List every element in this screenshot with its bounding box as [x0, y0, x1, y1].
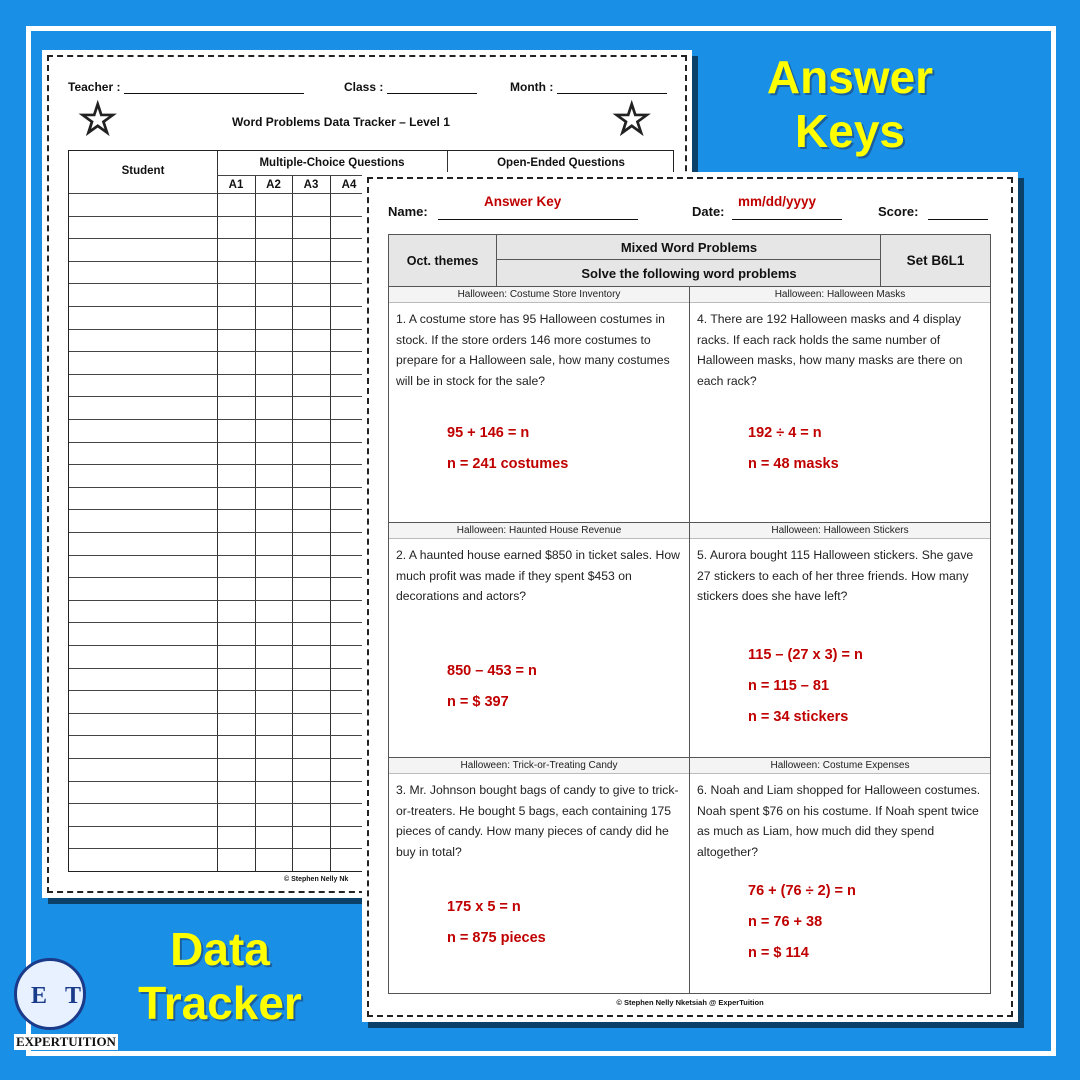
- class-label: Class :: [344, 80, 384, 94]
- student-header: Student: [121, 165, 165, 177]
- answer-key-sheet: [362, 172, 1018, 1022]
- column-header: A4: [341, 179, 357, 191]
- answer-line: n = $ 114: [748, 945, 809, 961]
- name-value: Answer Key: [484, 194, 562, 209]
- theme-label: Oct. themes: [389, 235, 497, 286]
- answer-line: 95 + 146 = n: [447, 425, 530, 441]
- answer-key-footer: © Stephen Nelly Nketsiah @ ExperTuition: [616, 998, 764, 1007]
- logo-letters: ET: [31, 983, 100, 1009]
- answer-line: n = 34 stickers: [748, 709, 849, 725]
- problem-title: Halloween: Costume Expenses: [690, 758, 990, 774]
- worksheet-title: Mixed Word Problems: [497, 235, 881, 260]
- answer-line: n = 76 + 38: [748, 914, 823, 930]
- problem-cell: [389, 523, 689, 758]
- answer-line: 850 – 453 = n: [447, 663, 537, 679]
- month-field: [510, 80, 667, 94]
- mc-header: Multiple-Choice Questions: [259, 157, 405, 169]
- set-label: Set B6L1: [906, 253, 965, 268]
- problem-question: 2. A haunted house earned $850 in ticket sales. How much profit was made if they spent $453 on decorations and actors?: [396, 548, 680, 603]
- date-field: [692, 194, 817, 219]
- data-tracker-line1: Data: [170, 923, 270, 975]
- answer-line: 192 ÷ 4 = n: [748, 425, 822, 441]
- score-field: [878, 204, 918, 219]
- column-header: A3: [303, 179, 319, 191]
- name-field: [388, 194, 562, 219]
- answer-line: 175 x 5 = n: [447, 899, 521, 915]
- problem-question: 3. Mr. Johnson bought bags of candy to give to trick-or-treaters. He bought 5 bags, each containing 175 pieces of candy. How many pieces of candy did he buy in total?: [396, 783, 679, 859]
- answer-line: n = 241 costumes: [447, 456, 569, 472]
- teacher-field: [68, 80, 304, 94]
- date-value: mm/dd/yyyy: [738, 194, 817, 209]
- problems-table: [388, 234, 991, 994]
- logo-emblem-icon: [14, 958, 100, 1030]
- problem-title: Halloween: Halloween Stickers: [690, 523, 990, 539]
- problem-cell: [389, 287, 689, 522]
- score-label: Score:: [878, 204, 919, 219]
- problem-question: 5. Aurora bought 115 Halloween stickers. She gave 27 stickers to each of her three friends. How many stickers does she have left?: [697, 548, 974, 603]
- star-icon: ☆: [78, 95, 118, 144]
- column-header: A2: [266, 179, 281, 191]
- teacher-label: Teacher :: [68, 80, 121, 94]
- problem-title: Halloween: Haunted House Revenue: [389, 523, 689, 539]
- problem-cell: [690, 287, 990, 522]
- class-field: [344, 80, 477, 94]
- problems-header: [389, 235, 990, 287]
- problem-question: 4. There are 192 Halloween masks and 4 display racks. If each rack holds the same number of Halloween masks, how many masks are there on each rack?: [697, 312, 963, 388]
- open-header: Open-Ended Questions: [497, 157, 625, 169]
- answer-keys-label: [740, 50, 960, 158]
- answer-keys-line2: Keys: [795, 105, 905, 157]
- column-header: A1: [228, 179, 244, 191]
- month-label: Month :: [510, 80, 554, 94]
- problem-cell: [389, 758, 689, 993]
- problem-title: Halloween: Costume Store Inventory: [389, 287, 689, 303]
- problem-cell: [690, 758, 990, 993]
- tracker-footer: © Stephen Nelly Nk: [284, 876, 349, 883]
- star-icon: ☆: [612, 95, 652, 144]
- problem-cell: [690, 523, 990, 758]
- answer-line: n = 875 pieces: [447, 930, 546, 946]
- problem-title: Halloween: Trick-or-Treating Candy: [389, 758, 689, 774]
- problem-title: Halloween: Halloween Masks: [690, 287, 990, 303]
- expertuition-logo: [10, 958, 116, 1058]
- answer-line: 76 + (76 ÷ 2) = n: [748, 883, 856, 899]
- answer-line: n = $ 397: [447, 694, 509, 710]
- data-tracker-line2: Tracker: [138, 977, 302, 1029]
- answer-keys-line1: Answer: [766, 51, 934, 103]
- worksheet-instructions: Solve the following word problems: [581, 266, 797, 281]
- name-label: Name:: [388, 204, 428, 219]
- logo-wordmark: EXPERTUITION: [16, 1034, 116, 1049]
- answer-line: n = 115 – 81: [748, 678, 830, 694]
- problem-question: 1. A costume store has 95 Halloween costumes in stock. If the store orders 146 more costumes to prepare for a Halloween sale, how many costumes will be in stock for the sale?: [396, 312, 670, 388]
- answer-line: 115 – (27 x 3) = n: [748, 647, 863, 663]
- problem-question: 6. Noah and Liam shopped for Halloween costumes. Noah spent $76 on his costume. If Noah spent twice as much as Liam, how much did they spend altogether?: [697, 783, 981, 859]
- answer-line: n = 48 masks: [748, 456, 839, 472]
- data-tracker-label: [110, 922, 330, 1030]
- date-label: Date:: [692, 204, 725, 219]
- tracker-title: Word Problems Data Tracker – Level 1: [232, 115, 450, 129]
